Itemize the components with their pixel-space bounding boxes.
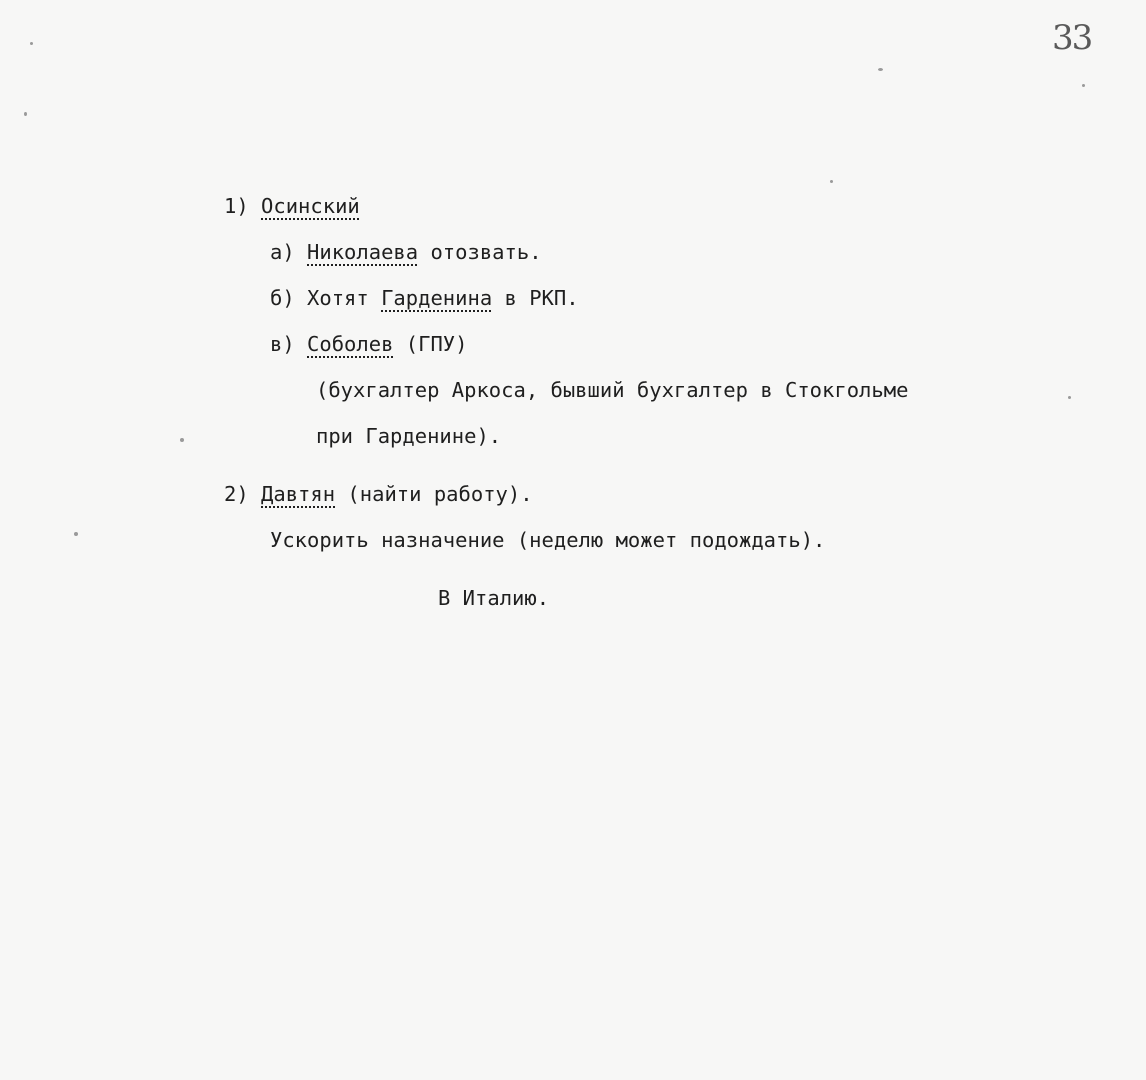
item-2-name: Давтян [261,482,336,506]
subitem-b-marker: б) [270,286,295,310]
item-1-line [224,194,360,218]
subitem-a-rest: отозвать. [418,240,542,264]
item-1-marker: 1) [224,194,249,218]
subitem-c-line [270,332,468,356]
item-2-line-2: Ускорить назначение (неделю может подождать). [270,528,826,552]
note-line-2: при Гарденине). [316,424,502,448]
subitem-a-name: Николаева [307,240,419,264]
note-line-1: (бухгалтер Аркоса, бывший бухгалтер в Стокгольме [316,378,909,402]
page-number: 33 [1052,18,1092,58]
scan-speck [180,438,184,442]
subitem-b-line [270,286,579,310]
subitem-b-pre: Хотят [307,286,382,310]
subitem-b-name: Гарденина [381,286,493,310]
subitem-c-rest: (ГПУ) [393,332,468,356]
scan-speck [1082,84,1085,87]
scan-speck [878,68,883,71]
subitem-a-line [270,240,542,264]
item-2-rest: (найти работу). [335,482,533,506]
item-2-line-3: В Италию. [438,586,550,610]
subitem-c-name: Соболев [307,332,394,356]
scan-speck [830,180,833,183]
scan-speck [30,42,33,45]
item-2-marker: 2) [224,482,249,506]
subitem-c-marker: в) [270,332,295,356]
scan-speck [1068,396,1071,399]
item-2-line [224,482,533,506]
item-1-name: Осинский [261,194,360,218]
scan-speck [24,112,27,116]
scan-speck [74,532,78,536]
subitem-a-marker: а) [270,240,295,264]
subitem-b-rest: в РКП. [492,286,579,310]
